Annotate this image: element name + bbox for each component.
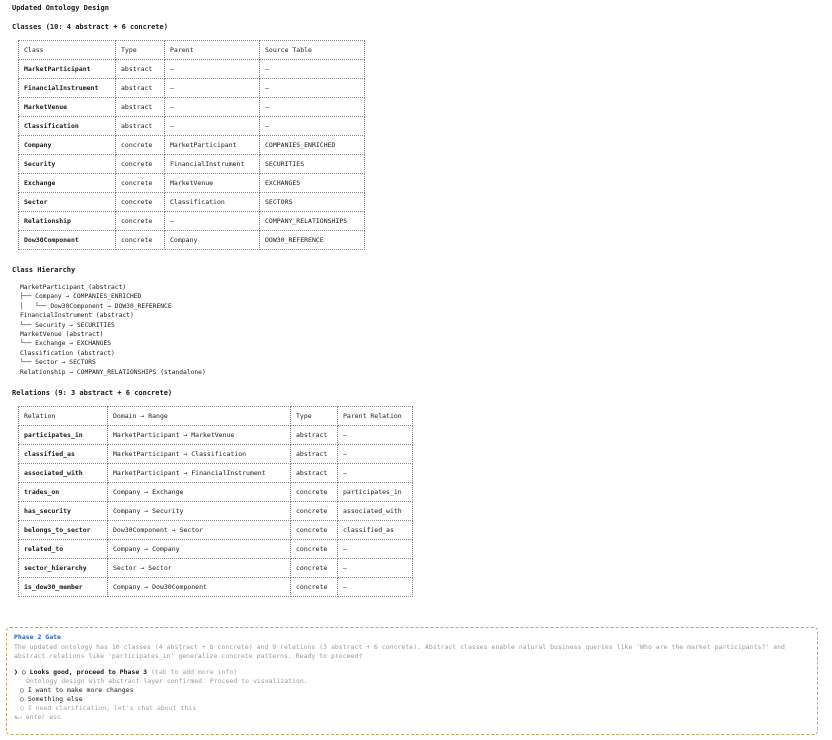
table-cell: abstract	[116, 60, 165, 79]
table-cell: —	[165, 98, 260, 117]
table-cell: —	[338, 559, 413, 578]
table-cell: SECTORS	[260, 193, 365, 212]
column-header-class: Class	[19, 41, 116, 60]
table-cell: MarketVenue	[19, 98, 116, 117]
relations-header-row	[19, 407, 413, 426]
classes-header-row	[19, 41, 365, 60]
table-cell: abstract	[116, 98, 165, 117]
option-marker: ❯ ○	[14, 668, 26, 676]
table-cell: belongs_to_sector	[19, 521, 108, 540]
relations-table	[18, 406, 413, 597]
hierarchy-line: MarketVenue (abstract)	[20, 331, 104, 339]
hierarchy-line: └── Sector → SECTORS	[20, 359, 96, 367]
table-row	[19, 559, 413, 578]
option-label: I need clarification, let's chat about this	[27, 704, 197, 712]
option-clarification[interactable]	[14, 704, 810, 713]
table-cell: concrete	[291, 559, 338, 578]
table-row	[19, 578, 413, 597]
table-cell: Dow30Component → Sector	[108, 521, 291, 540]
column-header-source-table: Source Table	[260, 41, 365, 60]
table-cell: —	[165, 117, 260, 136]
table-cell: concrete	[291, 502, 338, 521]
table-cell: abstract	[291, 445, 338, 464]
table-cell: Exchange	[19, 174, 116, 193]
table-cell: has_security	[19, 502, 108, 521]
hierarchy-line: └── Exchange → EXCHANGES	[20, 340, 111, 348]
page-title: Updated Ontology Design	[12, 4, 109, 12]
table-cell: abstract	[116, 117, 165, 136]
table-cell: —	[338, 464, 413, 483]
table-cell: —	[165, 60, 260, 79]
table-cell: —	[338, 540, 413, 559]
table-cell: related_to	[19, 540, 108, 559]
phase-gate-panel	[6, 627, 818, 735]
table-cell: —	[260, 79, 365, 98]
table-cell: Relationship	[19, 212, 116, 231]
column-header-type: Type	[291, 407, 338, 426]
table-cell: concrete	[116, 174, 165, 193]
relations-heading: Relations (9: 3 abstract + 6 concrete)	[12, 389, 173, 398]
table-cell: abstract	[291, 426, 338, 445]
table-cell: Company → Security	[108, 502, 291, 521]
table-cell: SECURITIES	[260, 155, 365, 174]
table-cell: associated_with	[338, 502, 413, 521]
column-header-domain-range: Domain → Range	[108, 407, 291, 426]
table-cell: DOW30_REFERENCE	[260, 231, 365, 250]
table-cell: EXCHANGES	[260, 174, 365, 193]
table-cell: —	[338, 578, 413, 597]
table-cell: participates_in	[19, 426, 108, 445]
table-cell: —	[260, 117, 365, 136]
table-row	[19, 483, 413, 502]
table-cell: MarketParticipant	[19, 60, 116, 79]
table-row	[19, 155, 365, 174]
table-row	[19, 540, 413, 559]
option-description: Ontology design with abstract layer confirmed. Proceed to visualization.	[26, 677, 308, 685]
table-cell: concrete	[291, 540, 338, 559]
table-row	[19, 502, 413, 521]
hierarchy-line: Relationship → COMPANY_RELATIONSHIPS (standalone)	[20, 368, 206, 376]
table-cell: concrete	[116, 136, 165, 155]
table-cell: concrete	[116, 212, 165, 231]
hierarchy-line: └── Security → SECURITIES	[20, 321, 115, 329]
table-cell: Classification	[19, 117, 116, 136]
table-cell: MarketParticipant → MarketVenue	[108, 426, 291, 445]
table-cell: classified_as	[19, 445, 108, 464]
column-header-parent: Parent	[165, 41, 260, 60]
table-cell: —	[260, 98, 365, 117]
table-cell: abstract	[116, 79, 165, 98]
option-marker: ○	[20, 686, 24, 694]
key-hints: ⇅↵ enter esc	[14, 713, 61, 721]
table-cell: concrete	[116, 231, 165, 250]
table-cell: participates_in	[338, 483, 413, 502]
gate-description: The updated ontology has 10 classes (4 abstract + 6 concrete) and 9 relations (3 abstract + 6 concrete). Abstract classes enable natural business queries like 'Who are the market participants?' and abstract relations like 'participates_in' generalize concrete patterns. Ready to proceed?	[14, 643, 785, 660]
hierarchy-line: ├── Company → COMPANIES_ENRICHED	[20, 293, 142, 301]
hierarchy-line: MarketParticipant (abstract)	[20, 284, 127, 291]
table-cell: concrete	[116, 155, 165, 174]
option-label: Looks good, proceed to Phase 3	[29, 668, 148, 676]
gate-title: Phase 2 Gate	[14, 633, 61, 641]
table-row	[19, 231, 365, 250]
table-cell: MarketParticipant → FinancialInstrument	[108, 464, 291, 483]
hierarchy-line: FinancialInstrument (abstract)	[20, 312, 134, 320]
table-cell: MarketParticipant	[165, 136, 260, 155]
table-row	[19, 136, 365, 155]
table-row	[19, 79, 365, 98]
option-something-else[interactable]	[14, 695, 810, 704]
table-cell: abstract	[291, 464, 338, 483]
table-cell: —	[338, 426, 413, 445]
classes-heading: Classes (10: 4 abstract + 6 concrete)	[12, 23, 168, 31]
option-make-changes[interactable]	[14, 686, 810, 695]
table-cell: Sector → Sector	[108, 559, 291, 578]
table-cell: MarketVenue	[165, 174, 260, 193]
table-cell: MarketParticipant → Classification	[108, 445, 291, 464]
table-row	[19, 117, 365, 136]
table-row	[19, 445, 413, 464]
option-label: I want to make more changes	[27, 686, 134, 694]
table-cell: Company → Exchange	[108, 483, 291, 502]
table-cell: Classification	[165, 193, 260, 212]
classes-table	[18, 40, 365, 250]
option-hint: (tab to add more info)	[151, 668, 238, 676]
table-cell: Company → Company	[108, 540, 291, 559]
table-cell: Sector	[19, 193, 116, 212]
table-cell: concrete	[291, 483, 338, 502]
column-header-relation: Relation	[19, 407, 108, 426]
table-cell: COMPANY_RELATIONSHIPS	[260, 212, 365, 231]
table-cell: concrete	[291, 521, 338, 540]
hierarchy-line: │ └── Dow30Component → DOW30_REFERENCE	[20, 302, 172, 310]
option-marker: ○	[20, 695, 24, 703]
table-row	[19, 193, 365, 212]
table-cell: is_dow30_member	[19, 578, 108, 597]
table-cell: concrete	[291, 578, 338, 597]
table-cell: Dow30Component	[19, 231, 116, 250]
table-cell: —	[338, 445, 413, 464]
table-cell: classified_as	[338, 521, 413, 540]
column-header-parent-relation: Parent Relation	[338, 407, 413, 426]
table-cell: FinancialInstrument	[19, 79, 116, 98]
hierarchy-heading: Class Hierarchy	[12, 266, 76, 274]
table-cell: Company	[19, 136, 116, 155]
table-cell: Security	[19, 155, 116, 174]
table-cell: —	[165, 79, 260, 98]
table-cell: —	[165, 212, 260, 231]
table-row	[19, 521, 413, 540]
table-cell: associated_with	[19, 464, 108, 483]
option-marker: ○	[20, 704, 24, 712]
option-proceed[interactable]	[14, 668, 810, 677]
table-row	[19, 426, 413, 445]
table-row	[19, 212, 365, 231]
table-row	[19, 464, 413, 483]
column-header-type: Type	[116, 41, 165, 60]
table-cell: COMPANIES_ENRICHED	[260, 136, 365, 155]
table-cell: FinancialInstrument	[165, 155, 260, 174]
hierarchy-line: Classification (abstract)	[20, 349, 115, 357]
table-row	[19, 98, 365, 117]
table-row	[19, 174, 365, 193]
table-row	[19, 60, 365, 79]
table-cell: Company	[165, 231, 260, 250]
table-cell: —	[260, 60, 365, 79]
table-cell: Company → Dow30Component	[108, 578, 291, 597]
table-cell: trades_on	[19, 483, 108, 502]
table-cell: sector_hierarchy	[19, 559, 108, 578]
class-hierarchy-tree	[20, 283, 820, 377]
option-label: Something else	[27, 695, 83, 703]
table-cell: concrete	[116, 193, 165, 212]
